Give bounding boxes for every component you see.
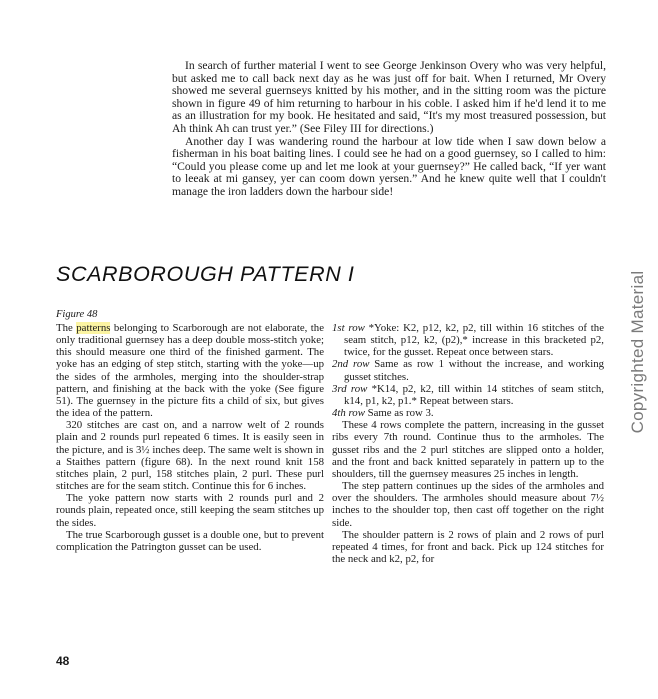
row-label: 1st row <box>332 322 365 334</box>
row-text: *K14, p2, k2, till within 14 stitches of seam stitch, k14, p1, k2, p1.* Repeat between stars. <box>344 382 604 407</box>
intro-paragraph-1: In search of further material I went to see George Jenkinson Overy who was very helpful, but asked me to call back next day as he was just off for bait. When I returned, Mr Overy showed me several guernseys knitted by his mother, and in the sitting room was the picture shown in figure 49 of him returning to harbour in his coble. I asked him if he'd lend it to me as an illustration for my book. He hesitated and said, “It's my most treasured possession, but Ah think Ah can trust yer.” (See Filey III for directions.) <box>172 59 606 135</box>
watermark-text: Copyrighted Material <box>628 270 647 434</box>
intro-text <box>172 60 606 199</box>
pattern-row-3 <box>332 383 604 407</box>
right-paragraph-3: The shoulder pattern is 2 rows of plain and 2 rows of purl repeated 4 times, for front and back. Pick up 124 stitches for the neck and k2, p2, for <box>332 528 604 565</box>
left-paragraph-3: The yoke pattern now starts with 2 rounds purl and 2 rounds plain, repeated once, still keeping the seam stitches up the sides. <box>56 492 324 529</box>
left-paragraph-4: The true Scarborough gusset is a double one, but to prevent complication the Patrington gusset can be used. <box>56 528 324 553</box>
highlighted-word[interactable]: patterns <box>76 322 111 334</box>
figure-caption: Figure 48 <box>56 309 98 320</box>
left-paragraph-1-start: The <box>56 322 77 334</box>
row-label: 2nd row <box>332 358 370 371</box>
intro-paragraph-2: Another day I was wandering round the harbour at low tide when I saw down below a fisherman in his boat baiting lines. I could see he had on a good guernsey, so I called to him: “Could you please come up and let me look at your guernsey?” He called back, “If yer want to leeak at mi gansey, yer can coom down yersen.” And he knew quite well that I couldn't manage the iron ladders down the harbour side! <box>172 134 606 198</box>
pattern-row-2 <box>332 358 604 382</box>
row-label: 3rd row <box>332 382 368 395</box>
row-text: Same as row 1 without the increase, and working gusset stitches. <box>344 358 604 383</box>
row-label: 4th row <box>332 407 365 420</box>
pattern-row-1 <box>332 322 604 358</box>
left-paragraph-1 <box>56 322 324 419</box>
left-column <box>56 322 324 553</box>
right-paragraph-1: These 4 rows complete the pattern, increasing in the gusset ribs every 7th round. Continue thus to the armholes. The gusset ribs and the 2 purl stitches are slipped onto a holder, and the front and back knitted separately in pattern up to the shoulders, till the guernsey measures 25 inches in length. <box>332 419 604 480</box>
row-text: *Yoke: K2, p12, k2, p2, till within 16 stitches of the seam stitch, p12, k2, (p2),* increase in this bracketed p2, twice, for the gusset. Repeat once between stars. <box>344 322 604 359</box>
left-paragraph-2: 320 stitches are cast on, and a narrow welt of 2 rounds plain and 2 rounds purl repeated 6 times. It is easily seen in the picture, and is 3½ inches deep. The same welt is shown in a Staithes pattern (figure 68). In the next round knit 158 stitches plain, 2 purl, 158 stitches plain, 2 purl. These purl stitches are for the seam stitch. Continue this for 6 inches. <box>56 419 324 493</box>
pattern-row-4 <box>332 407 604 419</box>
left-paragraph-1-rest: belonging to Scarborough are not elaborate, the only traditional guernsey has a deep double moss-stitch yoke; this should measure one third of the finished garment. The yoke has an edging of step stitch, starting with the yoke—up the sides of the armholes, merging into the shoulder-strap pattern, and finishing at the back with the yoke (See figure 51). The guernsey in the picture fits a child of six, but gives the idea of the pattern. <box>56 322 324 420</box>
row-text: Same as row 3. <box>364 407 434 420</box>
right-column <box>332 322 604 565</box>
right-paragraph-2: The step pattern continues up the sides of the armholes and over the shoulders. The armholes should measure about 7½ inches to the shoulder top, then cast off together on the right side. <box>332 480 604 529</box>
section-heading: SCARBOROUGH PATTERN I <box>56 262 355 286</box>
page-number: 48 <box>56 654 70 668</box>
